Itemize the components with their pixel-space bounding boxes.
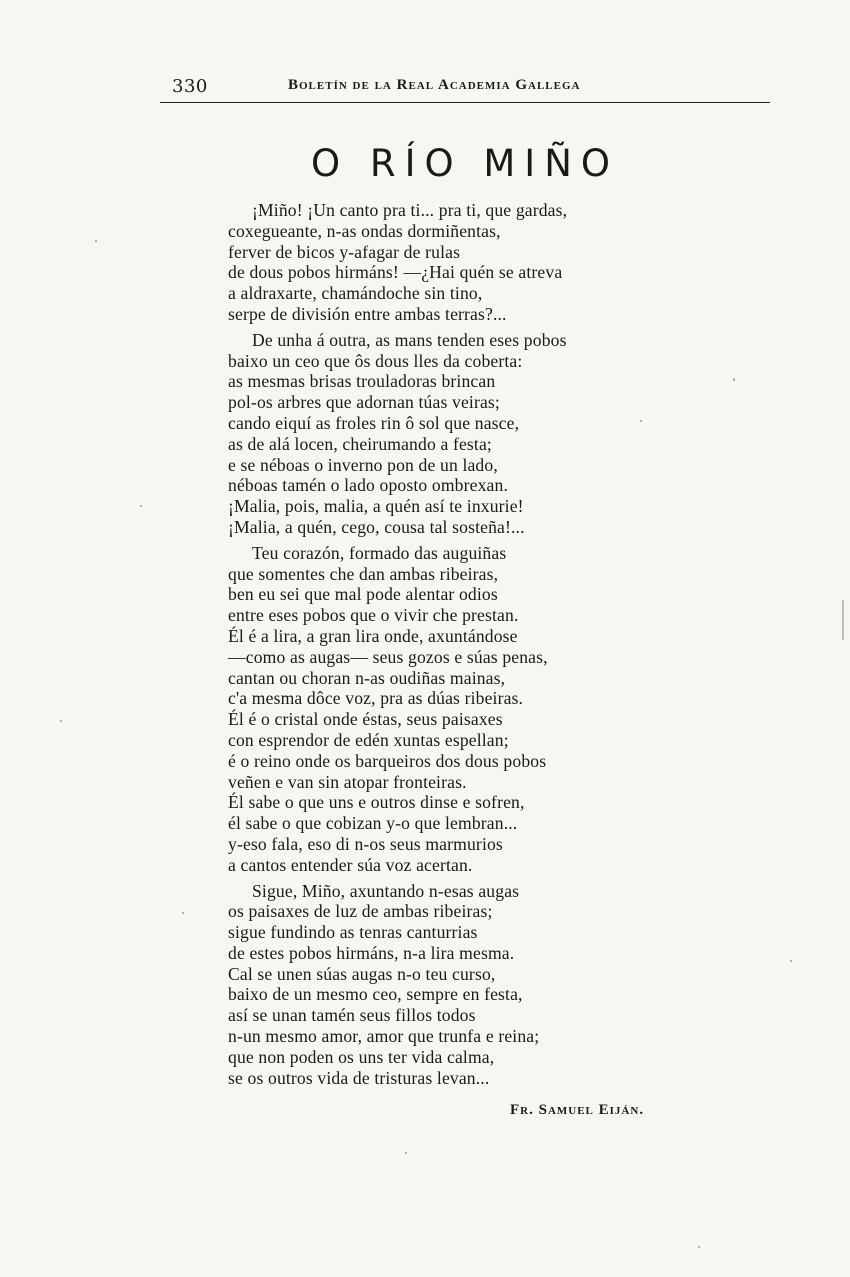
scan-speck — [405, 1152, 407, 1154]
poem-line: ferver de bicos y-afagar de rulas — [228, 241, 461, 262]
poem-line: Sigue, Miño, axuntando n-esas augas — [252, 880, 520, 901]
poem-title: O RÍO MIÑO — [310, 142, 620, 185]
stanza-2 — [228, 330, 678, 538]
poem-line: entre eses pobos que o vivir che prestan. — [228, 605, 519, 626]
scan-speck — [182, 912, 184, 914]
poem-line: así se unan tamén seus fillos todos — [228, 1005, 476, 1026]
stanza-4 — [228, 881, 678, 1089]
poem-line: ¡Malia, pois, malia, a quén así te inxurie! — [228, 496, 524, 517]
running-head — [160, 72, 770, 103]
poem-line: de dous pobos hirmáns! —¿Hai quén se atreva — [228, 262, 563, 283]
poem-line: ¡Miño! ¡Un canto pra ti... pra ti, que gardas, — [252, 200, 568, 220]
scan-speck — [95, 240, 97, 242]
poem-line: que non poden os uns ter vida calma, — [228, 1046, 495, 1067]
poem-line: pol-os arbres que adornan túas veiras; — [228, 392, 500, 413]
scan-speck — [733, 378, 735, 381]
poem-line: a aldraxarte, chamándoche sin tino, — [228, 283, 483, 304]
poem-line: Teu corazón, formado das auguiñas — [252, 542, 507, 563]
poem-line: e se néboas o inverno pon de un lado, — [228, 454, 498, 475]
poem-line: de estes pobos hirmáns, n-a lira mesma. — [228, 942, 515, 963]
page-number: 330 — [172, 76, 208, 97]
poem-line: Él sabe o que uns e outros dinse e sofren, — [228, 792, 525, 813]
poem-line: c'a mesma dôce voz, pra as dúas ribeiras. — [228, 688, 524, 709]
poem-line: —como as augas— seus gozos e súas penas, — [228, 646, 548, 667]
poem-line: os paisaxes de luz de ambas ribeiras; — [228, 901, 493, 922]
poem-body — [228, 200, 678, 1093]
poem-line: Él é o cristal onde éstas, seus paisaxes — [228, 709, 503, 730]
poem-line: as de alá locen, cheirumando a festa; — [228, 433, 492, 454]
poem-line: veñen e van sin atopar fronteiras. — [228, 771, 467, 792]
poem-line: néboas tamén o lado oposto ombrexan. — [228, 475, 508, 496]
author-signature: Fr. Samuel Eiján. — [510, 1102, 645, 1118]
scan-speck — [140, 505, 142, 507]
journal-title: Boletín de la Real Academia Gallega — [288, 77, 581, 93]
poem-line: y-eso fala, eso di n-os seus marmurios — [228, 833, 503, 854]
poem-line: ¡Malia, a quén, cego, cousa tal sosteña!... — [228, 516, 525, 537]
poem-line: él sabe o que cobizan y-o que lembran... — [228, 813, 518, 834]
poem-line: coxegueante, n-as ondas dormiñentas, — [228, 220, 501, 241]
poem-line: as mesmas brisas trouladoras brincan — [228, 371, 496, 392]
scan-speck — [842, 600, 844, 640]
poem-line: con esprendor de edén xuntas espellan; — [228, 729, 509, 750]
scan-speck — [790, 960, 792, 962]
poem-line: serpe de división entre ambas terras?... — [228, 303, 507, 324]
poem-line: sigue fundindo as tenras canturrias — [228, 922, 478, 943]
poem-line: cando eiquí as froles rin ô sol que nasce, — [228, 412, 520, 433]
poem-line: se os outros vida de tristuras levan... — [228, 1067, 490, 1088]
poem-line: Él é a lira, a gran lira onde, axuntándose — [228, 625, 518, 646]
stanza-1 — [228, 200, 678, 325]
stanza-3 — [228, 543, 678, 876]
poem-line: ben eu sei que mal pode alentar odios — [228, 584, 498, 605]
poem-line: Cal se unen súas augas n-o teu curso, — [228, 963, 496, 984]
poem-line: cantan ou choran n-as oudiñas mainas, — [228, 667, 506, 688]
poem-line: De unha á outra, as mans tenden eses pobos — [252, 329, 567, 350]
poem-line: baixo de un mesmo ceo, sempre en festa, — [228, 984, 523, 1005]
poem-line: que somentes che dan ambas ribeiras, — [228, 563, 499, 584]
scan-speck — [60, 720, 62, 722]
poem-line: baixo un ceo que ôs dous lles da coberta: — [228, 350, 523, 371]
poem-line: é o reino onde os barqueiros dos dous pobos — [228, 750, 547, 771]
scan-speck — [698, 1246, 700, 1248]
poem-line: a cantos entender súa voz acertan. — [228, 854, 473, 875]
poem-line: n-un mesmo amor, amor que trunfa e reina; — [228, 1026, 540, 1047]
